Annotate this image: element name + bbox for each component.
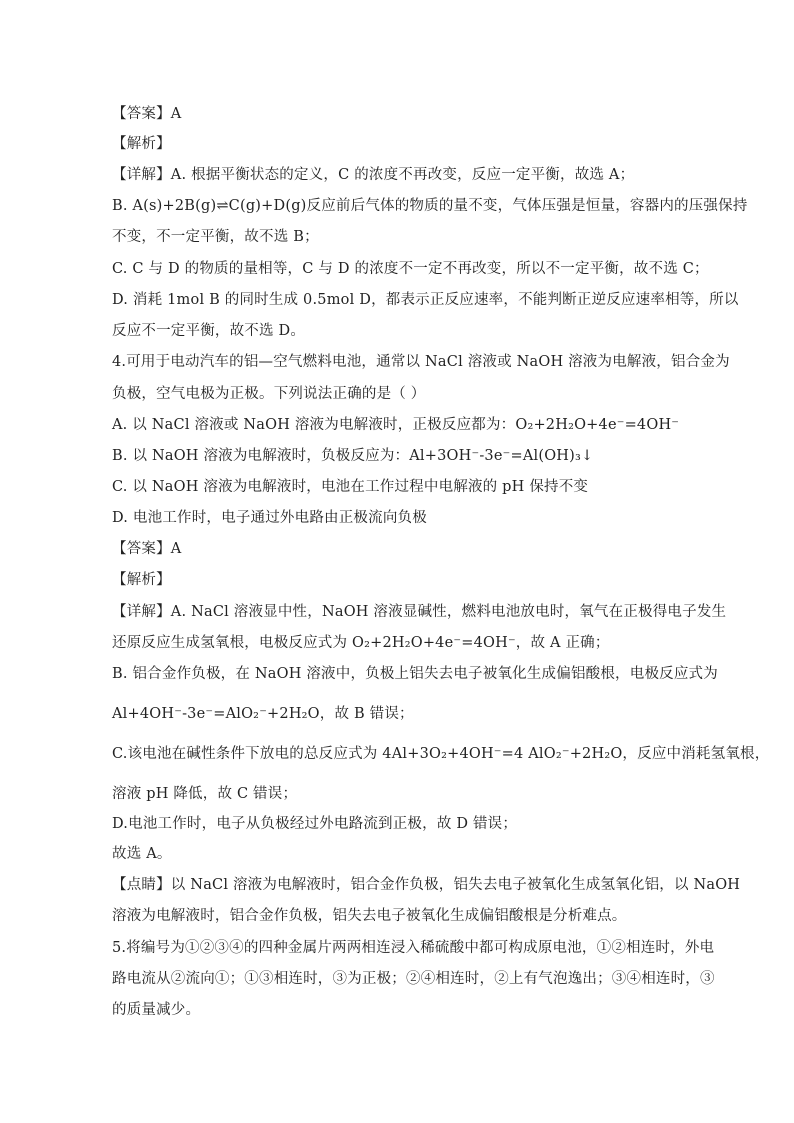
detail-line: 【详解】A. 根据平衡状态的定义，C 的浓度不再改变，反应一定平衡，故选 A； — [112, 167, 635, 183]
detail-line: C. C 与 D 的物质的量相等，C 与 D 的浓度不一定不再改变，所以不一定平衡，故不选 C； — [112, 261, 709, 277]
question-5-stem: 的质量减少。 — [112, 1002, 201, 1018]
detail-line: 反应不一定平衡，故不选 D。 — [112, 323, 306, 339]
key-point-line: 【点睛】以 NaCl 溶液为电解液时，铝合金作负极，铝失去电子被氧化生成氢氧化铝，以 NaOH — [112, 877, 741, 893]
question-4-stem: 4.可用于电动汽车的铝—空气燃料电池，通常以 NaCl 溶液或 NaOH 溶液为电解液，铝合金为 — [112, 354, 730, 370]
question-5-stem: 路电流从②流向①；①③相连时，③为正极；②④相连时，②上有气泡逸出；③④相连时，③ — [112, 971, 715, 987]
detail-line: B. A(s)+2B(g)⇌C(g)+D(g)反应前后气体的物质的量不变，气体压强是恒量，容器内的压强保持 — [112, 198, 748, 214]
detail-line: 【详解】A. NaCl 溶液显中性，NaOH 溶液显碱性，燃料电池放电时，氧气在正极得电子发生 — [112, 604, 727, 620]
detail-line: Al+4OH⁻-3e⁻=AlO₂⁻+2H₂O，故 B 错误； — [112, 706, 414, 722]
detail-line: D. 消耗 1mol B 的同时生成 0.5mol D，都表示正反应速率，不能判断正逆反应速率相等，所以 — [112, 292, 739, 308]
answer-label: 【答案】A — [112, 541, 182, 557]
key-point-line: 溶液为电解液时，铝合金作负极，铝失去电子被氧化生成偏铝酸根是分析难点。 — [112, 908, 627, 924]
detail-line: 溶液 pH 降低，故 C 错误； — [112, 786, 298, 802]
question-4-stem: 负极，空气电极为正极。下列说法正确的是（ ） — [112, 386, 426, 402]
option-c: C. 以 NaOH 溶液为电解液时，电池在工作过程中电解液的 pH 保持不变 — [112, 479, 589, 495]
analysis-label: 【解析】 — [112, 572, 171, 588]
option-b: B. 以 NaOH 溶液为电解液时，负极反应为：Al+3OH⁻-3e⁻=Al(OH)₃↓ — [112, 448, 594, 464]
detail-line: 不变，不一定平衡，故不选 B； — [112, 229, 319, 245]
detail-line: B. 铝合金作负极，在 NaOH 溶液中，负极上铝失去电子被氧化生成偏铝酸根，电极反应式为 — [112, 666, 718, 682]
detail-line: C.该电池在碱性条件下放电的总反应式为 4Al+3O₂+4OH⁻=4 AlO₂⁻+2H₂O，反应中消耗氢氧根， — [112, 746, 770, 762]
option-a: A. 以 NaCl 溶液或 NaOH 溶液为电解液时，正极反应都为：O₂+2H₂O+4e⁻=4OH⁻ — [112, 417, 680, 433]
question-5-stem: 5.将编号为①②③④的四种金属片两两相连浸入稀硫酸中都可构成原电池，①②相连时，外电 — [112, 940, 715, 956]
option-d: D. 电池工作时，电子通过外电路由正极流向负极 — [112, 510, 427, 526]
choose-line: 故选 A。 — [112, 846, 172, 862]
detail-line: 还原反应生成氢氧根，电极反应式为 O₂+2H₂O+4e⁻=4OH⁻，故 A 正确； — [112, 635, 610, 651]
answer-label: 【答案】A — [112, 106, 182, 122]
detail-line: D.电池工作时，电子从负极经过外电路流到正极，故 D 错误； — [112, 816, 518, 832]
analysis-label: 【解析】 — [112, 136, 171, 152]
